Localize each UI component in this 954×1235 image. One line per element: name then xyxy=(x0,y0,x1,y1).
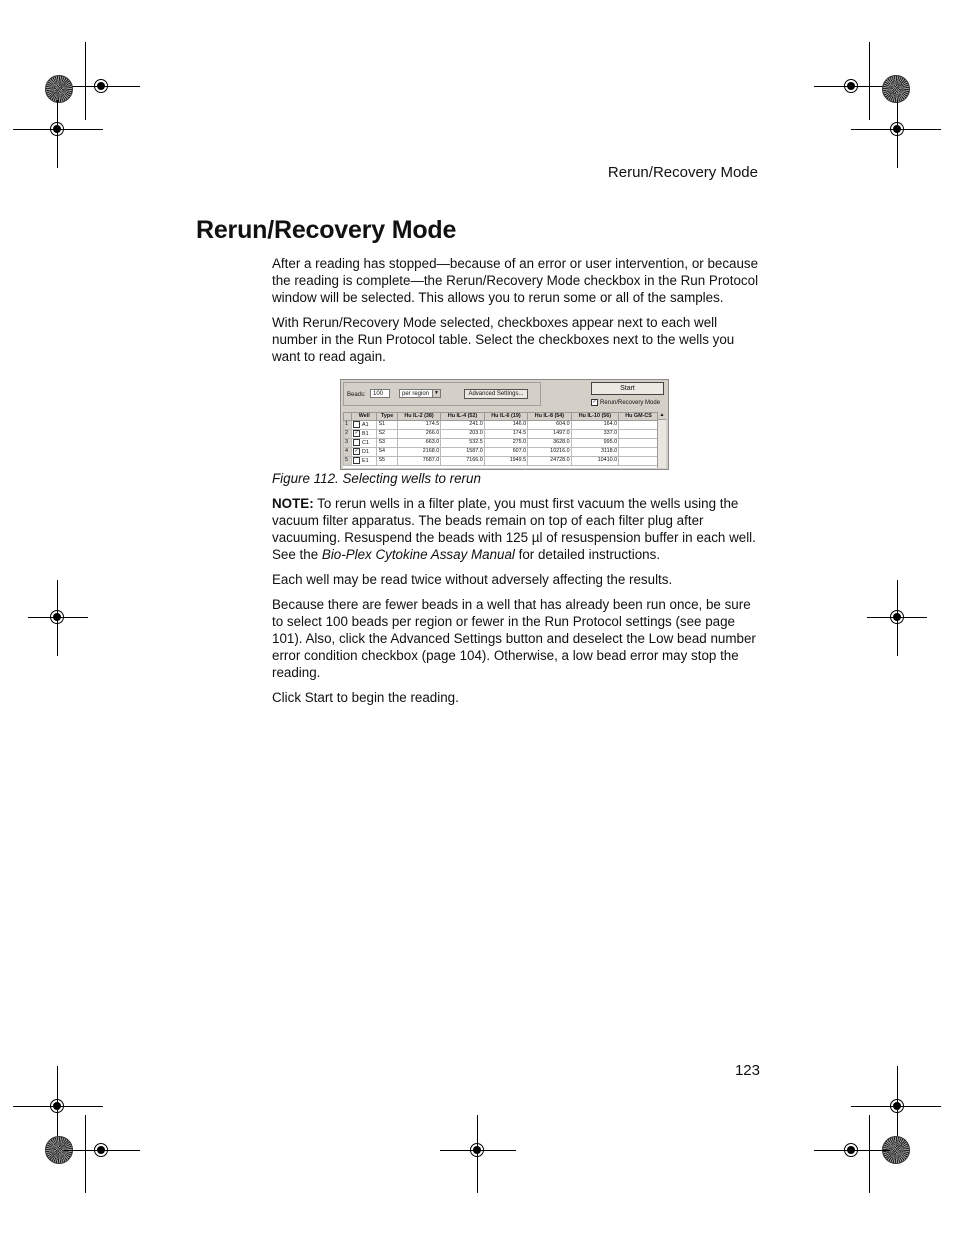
well-id: B1 xyxy=(362,430,369,437)
per-region-select[interactable] xyxy=(399,389,441,398)
row-number: 2 xyxy=(344,429,352,438)
registration-mark-icon xyxy=(887,1096,907,1116)
registration-mark-icon xyxy=(47,1096,67,1116)
value-cell: 7166.0 xyxy=(441,456,484,465)
beads-label: Beads: xyxy=(347,392,366,398)
value-cell: 607.0 xyxy=(484,447,527,456)
well-cell[interactable] xyxy=(352,456,377,465)
running-head: Rerun/Recovery Mode xyxy=(607,164,758,181)
table-row xyxy=(344,421,658,430)
value-cell: 275.0 xyxy=(484,438,527,447)
column-header: Hu IL-10 (56) xyxy=(571,413,618,421)
type-cell: S5 xyxy=(377,456,397,465)
figure-caption: Figure 112. Selecting wells to rerun xyxy=(272,471,481,486)
well-cell[interactable] xyxy=(352,429,377,438)
paragraph: Click Start to begin the reading. xyxy=(272,690,459,705)
paragraph: With Rerun/Recovery Mode selected, checkboxes appear next to each well number in the Run Protocol table. Select the checkboxes next to the wells you want to read again. xyxy=(272,315,735,364)
row-number: 5 xyxy=(344,456,352,465)
value-cell: 2168.0 xyxy=(397,447,440,456)
well-id: C1 xyxy=(362,439,369,446)
registration-disc-icon xyxy=(882,75,910,103)
start-button[interactable]: Start xyxy=(591,382,664,395)
checkbox-checked-icon[interactable]: ✓ xyxy=(354,447,359,454)
note-text-end: for detailed instructions. xyxy=(514,547,661,562)
table-header-row xyxy=(344,413,658,421)
page-title: Rerun/Recovery Mode xyxy=(196,216,457,244)
checkbox-checked-icon: ✓ xyxy=(592,399,597,405)
value-cell: 663.0 xyxy=(397,438,440,447)
registration-mark-icon xyxy=(841,76,861,96)
type-cell: S3 xyxy=(377,438,397,447)
well-id: E1 xyxy=(362,457,369,464)
column-header: Hu IL-8 (54) xyxy=(528,413,571,421)
value-cell: 241.0 xyxy=(441,421,484,430)
value-cell: 174.5 xyxy=(484,429,527,438)
registration-mark-icon xyxy=(47,607,67,627)
registration-mark-icon xyxy=(467,1140,487,1160)
registration-mark-icon xyxy=(91,76,111,96)
well-cell[interactable] xyxy=(352,447,377,456)
checkbox-icon[interactable] xyxy=(353,457,360,464)
column-header: Hu IL-2 (38) xyxy=(397,413,440,421)
registration-disc-icon xyxy=(45,75,73,103)
note-paragraph xyxy=(272,495,762,563)
registration-mark-icon xyxy=(47,119,67,139)
paragraph: Each well may be read twice without adversely affecting the results. xyxy=(272,572,673,587)
run-protocol-screenshot xyxy=(340,379,669,470)
column-header: Hu GM-CS xyxy=(619,413,657,421)
value-cell: 10410.0 xyxy=(571,456,618,465)
settings-panel xyxy=(343,382,541,406)
value-cell: 24728.0 xyxy=(528,456,571,465)
rerun-recovery-label: Rerun/Recovery Mode xyxy=(600,400,661,407)
value-cell xyxy=(619,421,657,430)
value-cell: 1587.0 xyxy=(441,447,484,456)
value-cell: 604.0 xyxy=(528,421,571,430)
page-number: 123 xyxy=(734,1062,760,1079)
paragraph: After a reading has stopped—because of an error or user intervention, or because the reading is complete—the Rerun/Recovery Mode checkbox in the Run Protocol window will be selected. This allows you to rerun some or all of the samples. xyxy=(272,256,759,305)
manual-title: Bio-Plex Cytokine Assay Manual xyxy=(321,547,515,562)
row-number: 4 xyxy=(344,447,352,456)
value-cell xyxy=(619,429,657,438)
type-cell: S2 xyxy=(377,429,397,438)
value-cell: 164.0 xyxy=(571,421,618,430)
value-cell: 7687.0 xyxy=(397,456,440,465)
registration-mark-icon xyxy=(887,119,907,139)
scroll-up-icon[interactable]: ▲ xyxy=(659,412,665,418)
value-cell: 3628.0 xyxy=(528,438,571,447)
value-cell: 532.5 xyxy=(441,438,484,447)
body-text xyxy=(272,255,762,714)
well-id: A1 xyxy=(362,421,369,428)
advanced-settings-button[interactable]: Advanced Settings... xyxy=(464,389,528,399)
registration-mark-icon xyxy=(91,1140,111,1160)
value-cell xyxy=(619,447,657,456)
table-row xyxy=(344,438,658,447)
value-cell: 146.0 xyxy=(484,421,527,430)
type-cell: S4 xyxy=(377,447,397,456)
value-cell: 266.0 xyxy=(397,429,440,438)
type-cell: S1 xyxy=(377,421,397,430)
value-cell xyxy=(619,438,657,447)
beads-input[interactable]: 100 xyxy=(370,389,390,398)
row-number: 1 xyxy=(344,421,352,430)
well-cell[interactable] xyxy=(352,421,377,430)
well-id: D1 xyxy=(362,448,369,455)
run-protocol-table xyxy=(343,412,657,468)
column-header: Well xyxy=(352,413,377,421)
checkbox-checked-icon[interactable]: ✓ xyxy=(354,429,359,436)
rerun-recovery-checkbox[interactable] xyxy=(591,399,660,407)
value-cell: 1497.0 xyxy=(528,429,571,438)
registration-mark-icon xyxy=(841,1140,861,1160)
column-header: Type xyxy=(377,413,397,421)
note-text: To rerun wells in a filter plate, you must first vacuum the wells using the vacuum filter apparatus. The beads remain on top of each filter plug after vacuuming. Resuspend the beads with 125 µl of resuspension buffer in each well. See the xyxy=(272,496,756,562)
value-cell: 174.5 xyxy=(397,421,440,430)
checkbox-icon[interactable] xyxy=(353,421,360,428)
value-cell: 10216.0 xyxy=(528,447,571,456)
note-label: NOTE: xyxy=(272,496,314,511)
column-header: Hu IL-6 (19) xyxy=(484,413,527,421)
row-number: 3 xyxy=(344,438,352,447)
value-cell xyxy=(619,456,657,465)
column-header: Hu IL-4 (52) xyxy=(441,413,484,421)
well-cell[interactable] xyxy=(352,438,377,447)
value-cell: 203.0 xyxy=(441,429,484,438)
registration-mark-icon xyxy=(887,607,907,627)
chevron-down-icon: ▼ xyxy=(432,390,440,397)
paragraph: Because there are fewer beads in a well that has already been run once, be sure to select 100 beads per region or fewer in the Run Protocol settings (see page 101). Also, click the Advanced Settings button and deselect the Low bead number error condition checkbox (page 104). Otherwise, a low bead error may stop the reading. xyxy=(272,597,756,680)
checkbox-icon[interactable] xyxy=(353,439,360,446)
table-row xyxy=(344,447,658,456)
table-row xyxy=(344,456,658,465)
column-header xyxy=(344,413,352,421)
value-cell: 337.0 xyxy=(571,429,618,438)
per-region-value: per region xyxy=(402,391,430,397)
table-row xyxy=(344,429,658,438)
value-cell: 995.0 xyxy=(571,438,618,447)
table-scrollbar[interactable] xyxy=(657,412,666,468)
value-cell: 3118.0 xyxy=(571,447,618,456)
value-cell: 1949.5 xyxy=(484,456,527,465)
